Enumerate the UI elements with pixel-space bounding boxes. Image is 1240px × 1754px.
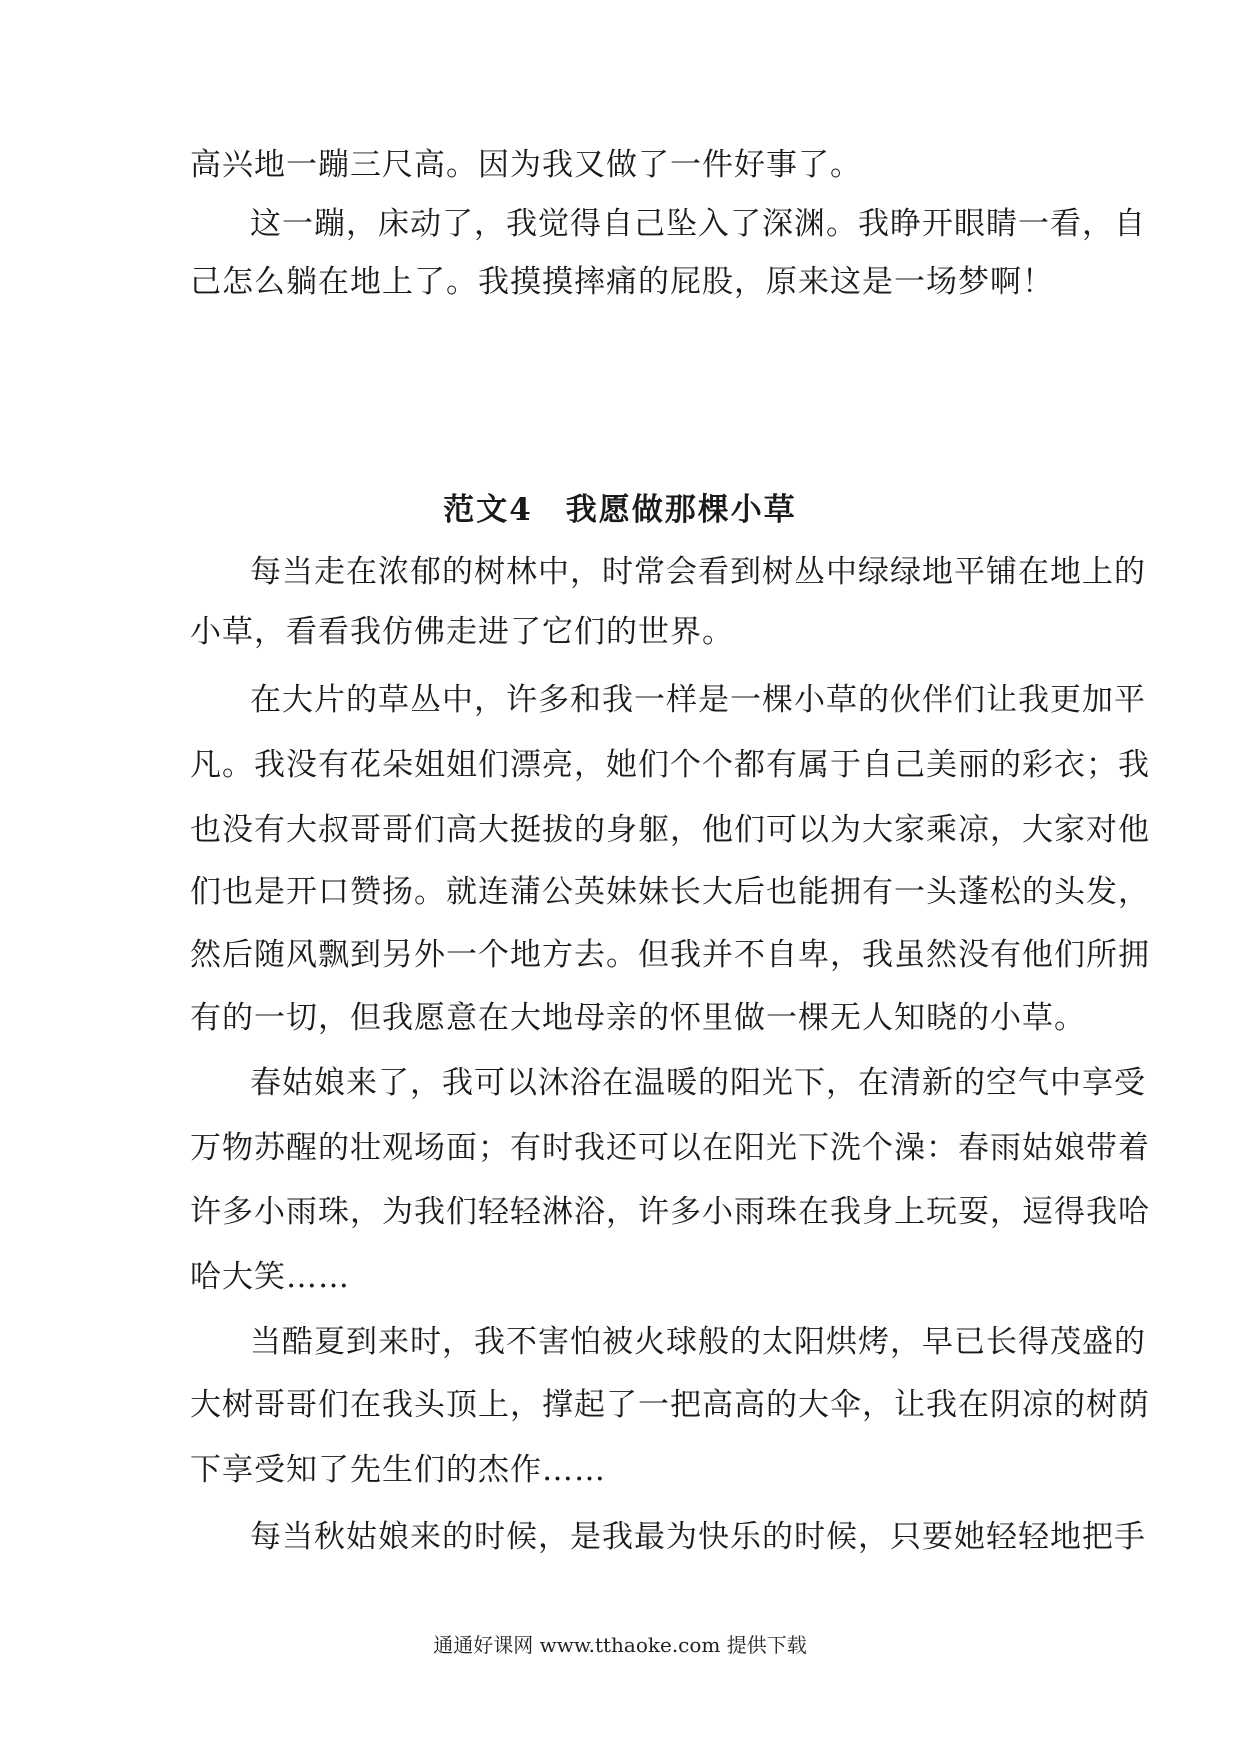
essay-line: 哈大笑…… (190, 1259, 350, 1295)
essay-line: 也没有大叔哥哥们高大挺拔的身躯，他们可以为大家乘凉，大家对他 (190, 812, 1150, 848)
essay-line: 春姑娘来了，我可以沐浴在温暖的阳光下，在清新的空气中享受 (250, 1065, 1146, 1101)
essay-line: 当酷夏到来时，我不害怕被火球般的太阳烘烤，早已长得茂盛的 (250, 1324, 1146, 1360)
essay-line: 大树哥哥们在我头顶上，撑起了一把高高的大伞，让我在阴凉的树荫 (190, 1387, 1150, 1423)
page-footer: 通通好课网 www.tthaoke.com 提供下载 (433, 1633, 807, 1657)
prev-essay-line: 这一蹦，床动了，我觉得自己坠入了深渊。我睁开眼睛一看，自 (250, 206, 1146, 242)
essay-line: 下享受知了先生们的杰作…… (190, 1452, 606, 1488)
prev-essay-line: 己怎么躺在地上了。我摸摸摔痛的屁股，原来这是一场梦啊！ (190, 264, 1054, 300)
essay-line: 每当走在浓郁的树林中，时常会看到树丛中绿绿地平铺在地上的 (250, 554, 1146, 590)
essay-line: 凡。我没有花朵姐姐们漂亮，她们个个都有属于自己美丽的彩衣；我 (190, 747, 1150, 783)
essay-line: 有的一切，但我愿意在大地母亲的怀里做一棵无人知晓的小草。 (190, 1000, 1086, 1036)
essay-line: 万物苏醒的壮观场面；有时我还可以在阳光下洗个澡：春雨姑娘带着 (190, 1130, 1150, 1166)
essay-line: 在大片的草丛中，许多和我一样是一棵小草的伙伴们让我更加平 (250, 682, 1146, 718)
essay-title: 范文4 我愿做那棵小草 (443, 492, 797, 528)
essay-line: 小草，看看我仿佛走进了它们的世界。 (190, 614, 734, 650)
essay-line: 许多小雨珠，为我们轻轻淋浴，许多小雨珠在我身上玩耍，逗得我哈 (190, 1194, 1150, 1230)
essay-line: 每当秋姑娘来的时候，是我最为快乐的时候，只要她轻轻地把手 (250, 1519, 1146, 1555)
essay-line: 然后随风飘到另外一个地方去。但我并不自卑，我虽然没有他们所拥 (190, 937, 1150, 973)
essay-line: 们也是开口赞扬。就连蒲公英妹妹长大后也能拥有一头蓬松的头发， (190, 874, 1150, 910)
prev-essay-line: 高兴地一蹦三尺高。因为我又做了一件好事了。 (190, 147, 862, 183)
